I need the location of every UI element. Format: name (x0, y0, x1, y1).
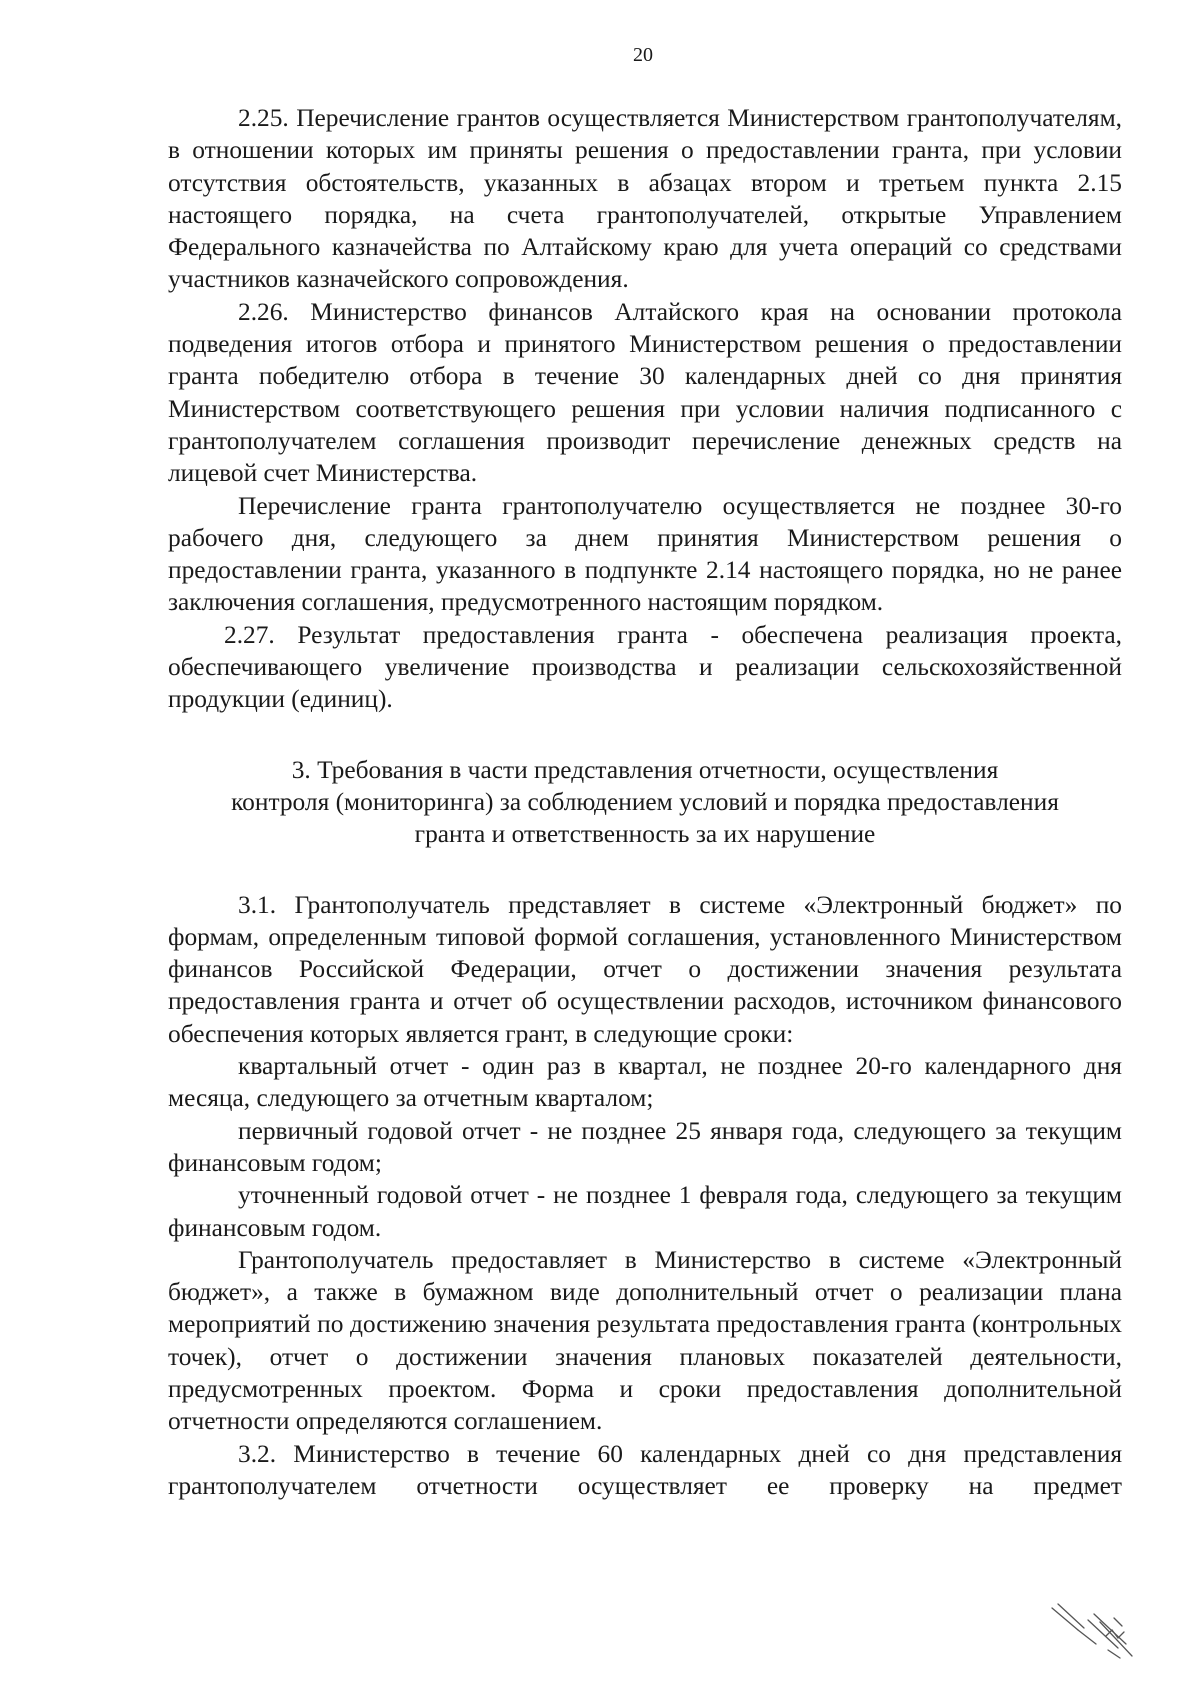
paragraph-3-1-refined-annual: уточненный годовой отчет - не позднее 1 февраля года, следующего за текущим финансовым годом. (168, 1181, 1122, 1242)
paragraph-2-26-transfer: Перечисление гранта грантополучателю осуществляется не позднее 30-го рабочего дня, следующего за днем принятия Министерством решения о предоставлении гранта, указанного в подпункте 2.14 настоящего порядка, но не ранее заключения соглашения, предусмотренного настоящим порядком. (168, 491, 1122, 617)
paragraph-3-2: 3.2. Министерство в течение 60 календарных дней со дня представления грантополучателем отчетности осуществляет ее проверку на предмет (168, 1439, 1122, 1500)
paragraph-3-1-primary-annual: первичный годовой отчет - не позднее 25 января года, следующего за текущим финансовым годом; (168, 1116, 1122, 1177)
section-3-heading-line: 3. Требования в части представления отчетности, осуществления (291, 755, 999, 784)
section-3-heading-line: контроля (мониторинга) за соблюдением условий и порядка предоставления (231, 787, 1059, 816)
paragraph-2-25: 2.25. Перечисление грантов осуществляется Министерством грантополучателям, в отношении которых им приняты решения о предоставлении гранта, при условии отсутствия обстоятельств, указанных в абзацах втором и третьем пункта 2.15 настоящего порядка, на счета грантополучателей, открытые Управлением Федерального казначейства по Алтайскому краю для учета операций со средствами участников казначейского сопровождения. (168, 104, 1122, 294)
scan-mark-icon (1048, 1600, 1140, 1670)
paragraph-3-1-quarterly: квартальный отчет - один раз в квартал, не позднее 20-го календарного дня месяца, следующего за отчетным кварталом; (168, 1052, 1122, 1113)
paragraph-2-26: 2.26. Министерство финансов Алтайского края на основании протокола подведения итогов отбора и принятого Министерством решения о предоставлении гранта победителю отбора в течение 30 календарных дней со дня принятия Министерством соответствующего решения при условии наличия подписанного с грантополучателем соглашения производит перечисление денежных средств на лицевой счет Министерства. (168, 297, 1122, 488)
paragraph-2-27: 2.27. Результат предоставления гранта - обеспечена реализация проекта, обеспечивающего увеличение производства и реализации сельскохозяйственной продукции (единиц). (168, 620, 1122, 714)
document-body (168, 102, 1122, 1502)
paragraph-3-1-additional-report: Грантополучатель предоставляет в Министерство в системе «Электронный бюджет», а также в бумажном виде дополнительный отчет о реализации плана мероприятий по достижению значения результата предоставления гранта (контрольных точек), отчет о достижении значения плановых показателей деятельности, предусмотренных проектом. Форма и сроки предоставления дополнительной отчетности определяются соглашением. (168, 1245, 1122, 1436)
section-3-heading-line: гранта и ответственность за их нарушение (414, 820, 876, 849)
section-3-heading (168, 754, 1122, 851)
page-number: 20 (633, 44, 653, 66)
paragraph-3-1: 3.1. Грантополучатель представляет в системе «Электронный бюджет» по формам, определенным типовой формой соглашения, установленного Министерством финансов Российской Федерации, отчет о достижении значения результата предоставления гранта и отчет об осуществлении расходов, источником финансового обеспечения которых является грант, в следующие сроки: (168, 890, 1122, 1048)
